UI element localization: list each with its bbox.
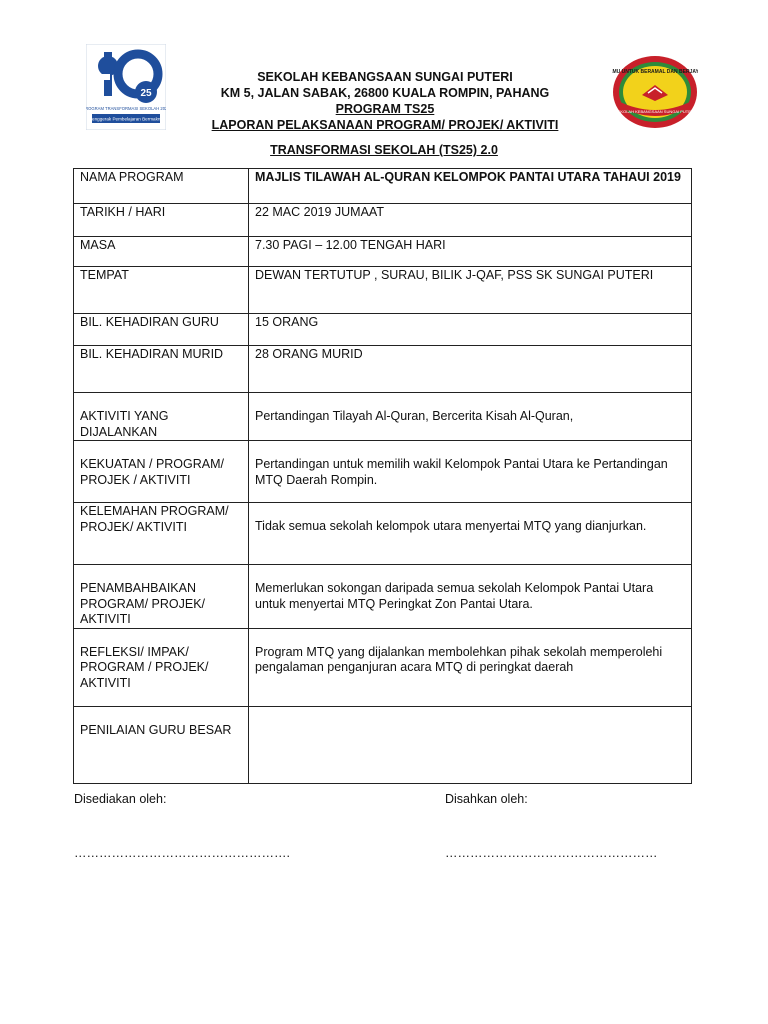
report-title: TRANSFORMASI SEKOLAH (TS25) 2.0 (270, 143, 498, 157)
table-row (74, 237, 692, 267)
report-heading: LAPORAN PELAKSANAAN PROGRAM/ PROJEK/ AKTIVITI (211, 118, 559, 132)
row-label: NAMA PROGRAM (74, 169, 249, 204)
row-value: 22 MAC 2019 JUMAAT (249, 204, 692, 237)
table-row (74, 441, 692, 503)
row-label: TARIKH / HARI (74, 204, 249, 237)
row-label: REFLEKSI/ IMPAK/ PROGRAM / PROJEK/ AKTIVITI (74, 628, 249, 706)
table-row (74, 628, 692, 706)
ts25-logo-caption2: Penggerak Pembelajaran Bermakna (88, 116, 164, 122)
row-value: Pertandingan untuk memilih wakil Kelompok Pantai Utara ke Pertandingan MTQ Daerah Rompin. (249, 441, 692, 503)
row-label: PENAMBAHBAIKAN PROGRAM/ PROJEK/ AKTIVITI (74, 565, 249, 629)
program-name: PROGRAM TS25 (335, 102, 435, 116)
table-row (74, 267, 692, 314)
approved-by-signature-line: …………………………………………… (445, 846, 658, 860)
table-row (74, 169, 692, 204)
row-label: KEKUATAN / PROGRAM/ PROJEK / AKTIVITI (74, 441, 249, 503)
ts25-logo-caption1: PROGRAM TRANSFORMASI SEKOLAH 2025 (86, 106, 166, 111)
row-value: 7.30 PAGI – 12.00 TENGAH HARI (249, 237, 692, 267)
row-label: BIL. KEHADIRAN GURU (74, 314, 249, 346)
seal-motto: ILMU UNTUK BERAMAL DAN BERJAYA (612, 69, 698, 75)
row-value: Memerlukan sokongan daripada semua sekolah Kelompok Pantai Utara untuk menyertai MTQ Peringkat Zon Pantai Utara. (249, 565, 692, 629)
table-row (74, 346, 692, 393)
row-label: MASA (74, 237, 249, 267)
row-label: AKTIVITI YANG DIJALANKAN (74, 393, 249, 441)
table-row (74, 314, 692, 346)
table-row (74, 204, 692, 237)
prepared-by-label: Disediakan oleh: (74, 792, 167, 806)
prepared-by-signature-line: ……………………………………………. (74, 846, 290, 860)
school-name: SEKOLAH KEBANGSAAN SUNGAI PUTERI (257, 70, 513, 84)
row-label: TEMPAT (74, 267, 249, 314)
school-address: KM 5, JALAN SABAK, 26800 KUALA ROMPIN, PAHANG (220, 86, 550, 100)
seal-ribbon-text: SEKOLAH KEBANGSAAN SUNGAI PUTERI (615, 109, 695, 114)
table-row (74, 706, 692, 783)
table-row (74, 503, 692, 565)
row-value: DEWAN TERTUTUP , SURAU, BILIK J-QAF, PSS SK SUNGAI PUTERI (249, 267, 692, 314)
row-label: KELEMAHAN PROGRAM/ PROJEK/ AKTIVITI (74, 503, 249, 565)
row-value: Pertandingan Tilayah Al-Quran, Bercerita Kisah Al-Quran, (249, 393, 692, 441)
school-seal-logo (612, 55, 698, 129)
row-value: MAJLIS TILAWAH AL-QURAN KELOMPOK PANTAI UTARA TAHAUI 2019 (249, 169, 692, 204)
row-label: PENILAIAN GURU BESAR (74, 706, 249, 783)
ts25-logo (86, 44, 166, 130)
row-value: 15 ORANG (249, 314, 692, 346)
row-value (249, 706, 692, 783)
approved-by-label: Disahkan oleh: (445, 792, 528, 806)
school-header (160, 69, 610, 133)
report-form-table (73, 168, 692, 784)
table-row (74, 565, 692, 629)
row-value: Tidak semua sekolah kelompok utara menyertai MTQ yang dianjurkan. (249, 503, 692, 565)
table-row (74, 393, 692, 441)
row-value: Program MTQ yang dijalankan membolehkan pihak sekolah memperolehi pengalaman penganjuran acara MTQ di peringkat daerah (249, 628, 692, 706)
row-value: 28 ORANG MURID (249, 346, 692, 393)
row-label: BIL. KEHADIRAN MURID (74, 346, 249, 393)
svg-text:25: 25 (140, 88, 152, 99)
